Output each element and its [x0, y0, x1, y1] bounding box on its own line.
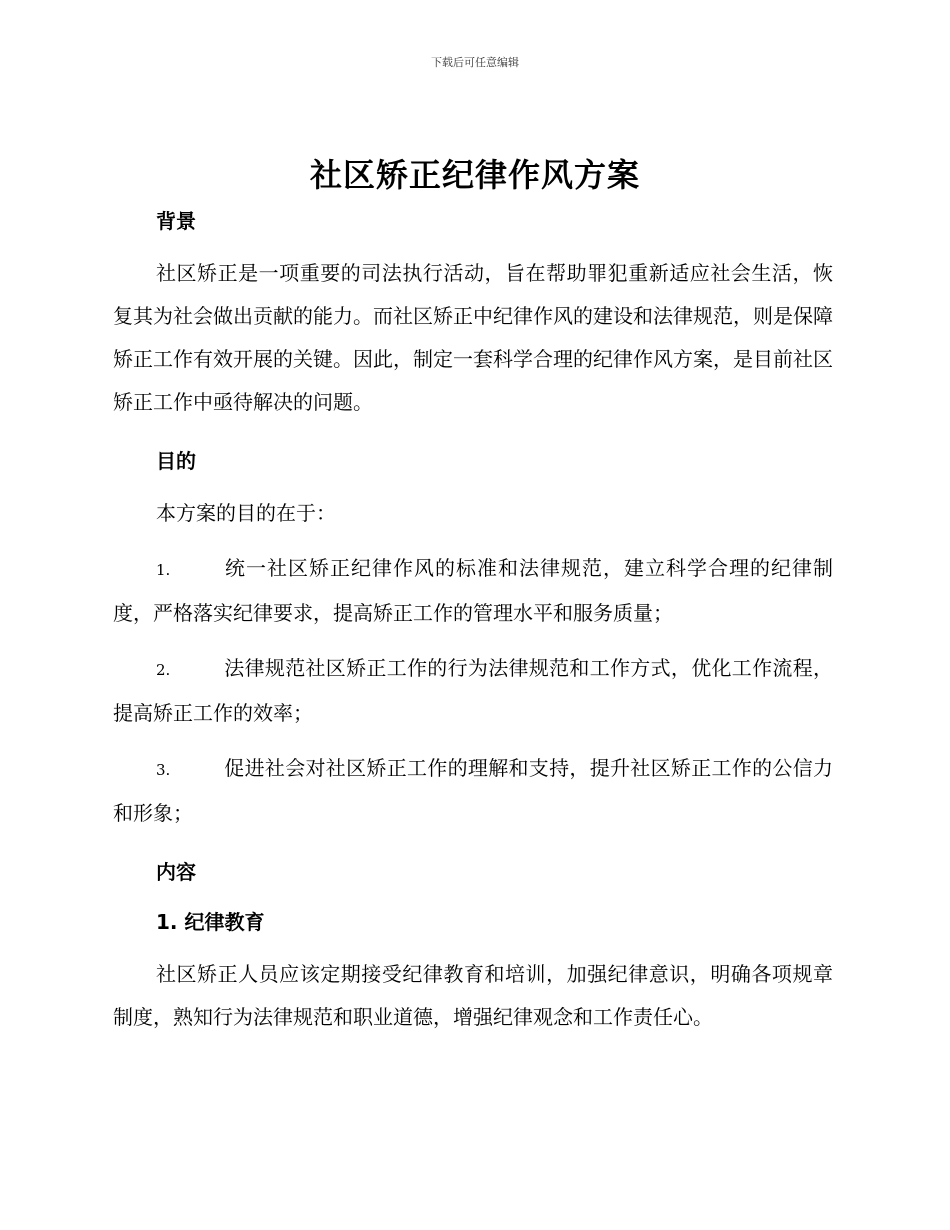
document-title: 社区矫正纪律作风方案 [309, 156, 640, 194]
purpose-intro: 本方案的目的在于： [156, 501, 336, 525]
heading-content: 内容 [156, 860, 196, 884]
list-text: 统一社区矫正纪律作风的标准和法律规范，建立科学合理的纪律制度，严格落实纪律要求，提高矫正工作的管理水平和服务质量； [113, 556, 833, 625]
list-number: 2. [156, 661, 171, 679]
discipline-education-paragraph: 社区矫正人员应该定期接受纪律教育和培训，加强纪律意识，明确各项规章制度，熟知行为法律规范和职业道德，增强纪律观念和工作责任心。 [113, 962, 833, 1029]
list-text: 法律规范社区矫正工作的行为法律规范和工作方式，优化工作流程，提高矫正工作的效率； [113, 656, 833, 725]
list-number: 1. [156, 561, 171, 579]
background-paragraph: 社区矫正是一项重要的司法执行活动，旨在帮助罪犯重新适应社会生活，恢复其为社会做出贡献的能力。而社区矫正中纪律作风的建设和法律规范，则是保障矫正工作有效开展的关键。因此，制定一套科学合理的纪律作风方案，是目前社区矫正工作中亟待解决的问题。 [113, 261, 833, 414]
purpose-item-2 [113, 647, 833, 735]
purpose-item-1 [113, 547, 833, 635]
header-note: 下载后可任意编辑 [431, 56, 519, 69]
purpose-item-3 [113, 747, 833, 835]
heading-background: 背景 [156, 209, 196, 233]
list-text: 促进社会对社区矫正工作的理解和支持，提升社区矫正工作的公信力和形象； [113, 756, 833, 825]
heading-purpose: 目的 [156, 449, 196, 473]
list-number: 3. [156, 761, 171, 779]
heading-discipline-education: 1. 纪律教育 [156, 910, 265, 934]
document-body [113, 202, 833, 1039]
